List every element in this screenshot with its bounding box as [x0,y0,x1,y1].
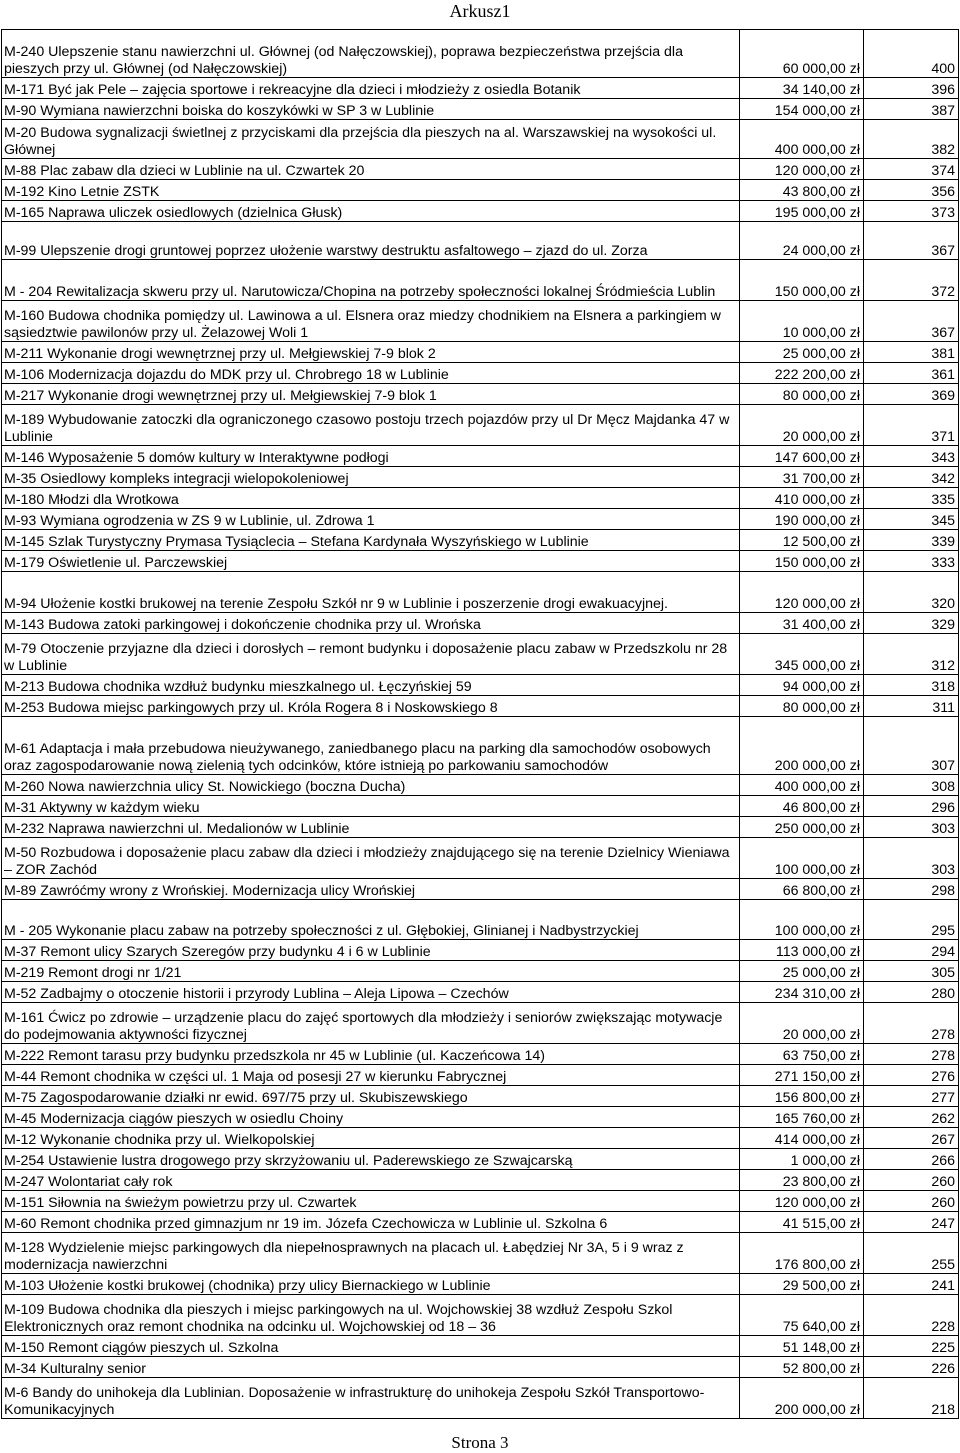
project-votes-cell: 373 [864,201,959,222]
table-row [2,222,959,260]
project-votes-cell: 260 [864,1170,959,1191]
project-votes-cell: 382 [864,120,959,159]
project-name-cell: M-219 Remont drogi nr 1/21 [2,961,740,982]
table-row [2,879,959,900]
project-votes-cell: 371 [864,405,959,446]
project-name-cell: M-44 Remont chodnika w części ul. 1 Maja od posesji 27 w kierunku Fabrycznej [2,1065,740,1086]
project-votes-cell: 367 [864,301,959,342]
table-row [2,551,959,572]
project-amount-cell: 51 148,00 zł [740,1336,864,1357]
table-row [2,613,959,634]
project-votes-cell: 218 [864,1378,959,1419]
table-row [2,717,959,775]
project-votes-cell: 367 [864,222,959,260]
project-amount-cell: 410 000,00 zł [740,488,864,509]
project-amount-cell: 23 800,00 zł [740,1170,864,1191]
project-amount-cell: 147 600,00 zł [740,446,864,467]
project-amount-cell: 80 000,00 zł [740,384,864,405]
project-votes-cell: 267 [864,1128,959,1149]
project-name-cell: M-222 Remont tarasu przy budynku przedszkola nr 45 w Lublinie (ul. Kaczeńcowa 14) [2,1044,740,1065]
project-votes-cell: 374 [864,159,959,180]
project-name-cell: M - 204 Rewitalizacja skweru przy ul. Narutowicza/Chopina na potrzeby społeczności lokalnej Śródmieścia Lublin [2,260,740,301]
project-name-cell: M-171 Być jak Pele – zajęcia sportowe i rekreacyjne dla dzieci i młodzieży z osiedla Botanik [2,78,740,99]
table-row [2,1336,959,1357]
table-row [2,675,959,696]
project-amount-cell: 20 000,00 zł [740,1003,864,1044]
table-row [2,1170,959,1191]
project-votes-cell: 381 [864,342,959,363]
project-name-cell: M-34 Kulturalny senior [2,1357,740,1378]
project-votes-cell: 312 [864,634,959,675]
project-amount-cell: 60 000,00 zł [740,30,864,78]
project-amount-cell: 41 515,00 zł [740,1212,864,1233]
projects-table [1,29,959,1419]
table-row [2,530,959,551]
project-votes-cell: 342 [864,467,959,488]
project-name-cell: M-60 Remont chodnika przed gimnazjum nr 19 im. Józefa Czechowicza w Lublinie ul. Szkolna 6 [2,1212,740,1233]
project-amount-cell: 80 000,00 zł [740,696,864,717]
project-amount-cell: 25 000,00 zł [740,342,864,363]
project-votes-cell: 361 [864,363,959,384]
project-amount-cell: 31 400,00 zł [740,613,864,634]
project-votes-cell: 225 [864,1336,959,1357]
project-amount-cell: 94 000,00 zł [740,675,864,696]
project-amount-cell: 156 800,00 zł [740,1086,864,1107]
project-votes-cell: 228 [864,1295,959,1336]
project-name-cell: M-146 Wyposażenie 5 domów kultury w Interaktywne podłogi [2,446,740,467]
project-votes-cell: 339 [864,530,959,551]
table-row [2,796,959,817]
project-amount-cell: 10 000,00 zł [740,301,864,342]
project-amount-cell: 75 640,00 zł [740,1295,864,1336]
project-name-cell: M-12 Wykonanie chodnika przy ul. Wielkopolskiej [2,1128,740,1149]
project-name-cell: M-37 Remont ulicy Szarych Szeregów przy budynku 4 i 6 w Lublinie [2,940,740,961]
project-votes-cell: 295 [864,900,959,940]
table-row [2,260,959,301]
table-row [2,180,959,201]
project-name-cell: M-79 Otoczenie przyjazne dla dzieci i dorosłych – remont budynku i doposażenie placu zabaw w Przedszkolu nr 28 w Lublinie [2,634,740,675]
project-name-cell: M-128 Wydzielenie miejsc parkingowych dla niepełnosprawnych na placach ul. Łabędziej Nr 3A, 5 i 9 wraz z modernizacja nawierzchni [2,1233,740,1274]
project-amount-cell: 222 200,00 zł [740,363,864,384]
project-amount-cell: 120 000,00 zł [740,1191,864,1212]
table-row [2,1212,959,1233]
project-votes-cell: 329 [864,613,959,634]
project-name-cell: M-260 Nowa nawierzchnia ulicy St. Nowickiego (boczna Ducha) [2,775,740,796]
project-name-cell: M-254 Ustawienie lustra drogowego przy skrzyżowaniu ul. Paderewskiego ze Szwajcarską [2,1149,740,1170]
project-name-cell: M-213 Budowa chodnika wzdłuż budynku mieszkalnego ul. Łęczyńskiej 59 [2,675,740,696]
project-name-cell: M-88 Plac zabaw dla dzieci w Lublinie na ul. Czwartek 20 [2,159,740,180]
table-row [2,301,959,342]
project-amount-cell: 165 760,00 zł [740,1107,864,1128]
table-row [2,1191,959,1212]
project-amount-cell: 200 000,00 zł [740,1378,864,1419]
table-row [2,940,959,961]
project-name-cell: M-192 Kino Letnie ZSTK [2,180,740,201]
project-amount-cell: 271 150,00 zł [740,1065,864,1086]
table-row [2,488,959,509]
project-amount-cell: 150 000,00 zł [740,551,864,572]
project-votes-cell: 356 [864,180,959,201]
project-name-cell: M-61 Adaptacja i mała przebudowa nieużywanego, zaniedbanego placu na parking dla samochodów osobowych oraz zagospodarowanie nową zielenią tych odcinków, które istnieją po parkowaniu samochodów [2,717,740,775]
project-votes-cell: 296 [864,796,959,817]
project-votes-cell: 303 [864,838,959,879]
project-votes-cell: 303 [864,817,959,838]
table-row [2,961,959,982]
project-votes-cell: 247 [864,1212,959,1233]
project-amount-cell: 46 800,00 zł [740,796,864,817]
project-votes-cell: 277 [864,1086,959,1107]
project-amount-cell: 100 000,00 zł [740,838,864,879]
table-row [2,1233,959,1274]
table-row [2,201,959,222]
project-amount-cell: 150 000,00 zł [740,260,864,301]
project-name-cell: M-93 Wymiana ogrodzenia w ZS 9 w Lublinie, ul. Zdrowa 1 [2,509,740,530]
table-row [2,342,959,363]
table-row [2,572,959,613]
project-votes-cell: 305 [864,961,959,982]
table-row [2,509,959,530]
table-row [2,99,959,120]
project-name-cell: M-106 Modernizacja dojazdu do MDK przy ul. Chrobrego 18 w Lublinie [2,363,740,384]
project-name-cell: M-189 Wybudowanie zatoczki dla ograniczonego czasowo postoju trzech pojazdów przy ul Dr Męcz Majdanka 47 w Lublinie [2,405,740,446]
table-row [2,900,959,940]
table-row [2,1149,959,1170]
project-name-cell: M-179 Oświetlenie ul. Parczewskiej [2,551,740,572]
project-amount-cell: 400 000,00 zł [740,120,864,159]
project-votes-cell: 278 [864,1044,959,1065]
project-amount-cell: 63 750,00 zł [740,1044,864,1065]
project-name-cell: M-94 Ułożenie kostki brukowej na terenie Zespołu Szkół nr 9 w Lublinie i poszerzenie drogi ewakuacyjnej. [2,572,740,613]
project-amount-cell: 31 700,00 zł [740,467,864,488]
project-amount-cell: 176 800,00 zł [740,1233,864,1274]
project-name-cell: M-35 Osiedlowy kompleks integracji wielopokoleniowej [2,467,740,488]
table-row [2,982,959,1003]
project-votes-cell: 311 [864,696,959,717]
project-amount-cell: 29 500,00 zł [740,1274,864,1295]
project-name-cell: M-109 Budowa chodnika dla pieszych i miejsc parkingowych na ul. Wojchowskiej 38 wzdłuż Zespołu Szkol Elektronicznych oraz remont chodnika na odcinku ul. Wojchowskiej od 18 – 36 [2,1295,740,1336]
project-name-cell: M-50 Rozbudowa i doposażenie placu zabaw dla dzieci i młodzieży znajdującego się na terenie Dzielnicy Wieniawa – ZOR Zachód [2,838,740,879]
project-name-cell: M-217 Wykonanie drogi wewnętrznej przy ul. Mełgiewskiej 7-9 blok 1 [2,384,740,405]
table-row [2,775,959,796]
project-votes-cell: 333 [864,551,959,572]
project-name-cell: M-89 Zawróćmy wrony z Wrońskiej. Modernizacja ulicy Wrońskiej [2,879,740,900]
project-votes-cell: 255 [864,1233,959,1274]
project-votes-cell: 226 [864,1357,959,1378]
project-votes-cell: 369 [864,384,959,405]
project-votes-cell: 241 [864,1274,959,1295]
project-name-cell: M-165 Naprawa uliczek osiedlowych (dzielnica Głusk) [2,201,740,222]
project-votes-cell: 396 [864,78,959,99]
table-row [2,405,959,446]
project-amount-cell: 414 000,00 zł [740,1128,864,1149]
project-votes-cell: 278 [864,1003,959,1044]
project-name-cell: M-161 Ćwicz po zdrowie – urządzenie placu do zajęć sportowych dla młodzieży i seniorów zwiększając motywacje do podejmowania aktywności fizycznej [2,1003,740,1044]
project-name-cell: M-52 Zadbajmy o otoczenie historii i przyrody Lublina – Aleja Lipowa – Czechów [2,982,740,1003]
project-name-cell: M-143 Budowa zatoki parkingowej i dokończenie chodnika przy ul. Wrońska [2,613,740,634]
project-name-cell: M-180 Młodzi dla Wrotkowa [2,488,740,509]
table-row [2,384,959,405]
table-row [2,838,959,879]
project-name-cell: M - 205 Wykonanie placu zabaw na potrzeby społeczności z ul. Głębokiej, Glinianej i Nadbystrzyckiej [2,900,740,940]
project-amount-cell: 113 000,00 zł [740,940,864,961]
table-row [2,78,959,99]
project-votes-cell: 298 [864,879,959,900]
table-row [2,634,959,675]
project-amount-cell: 20 000,00 zł [740,405,864,446]
project-votes-cell: 266 [864,1149,959,1170]
project-name-cell: M-232 Naprawa nawierzchni ul. Medalionów w Lublinie [2,817,740,838]
project-name-cell: M-75 Zagospodarowanie działki nr ewid. 697/75 przy ul. Skubiszewskiego [2,1086,740,1107]
project-amount-cell: 52 800,00 zł [740,1357,864,1378]
project-name-cell: M-247 Wolontariat cały rok [2,1170,740,1191]
project-votes-cell: 280 [864,982,959,1003]
project-votes-cell: 260 [864,1191,959,1212]
project-amount-cell: 120 000,00 zł [740,159,864,180]
project-name-cell: M-6 Bandy do unihokeja dla Lublinian. Doposażenie w infrastrukturę do unihokeja Zespołu Szkół Transportowo-Komunikacyjnych [2,1378,740,1419]
project-name-cell: M-145 Szlak Turystyczny Prymasa Tysiąclecia – Stefana Kardynała Wyszyńskiego w Lublinie [2,530,740,551]
project-name-cell: M-45 Modernizacja ciągów pieszych w osiedlu Choiny [2,1107,740,1128]
project-amount-cell: 154 000,00 zł [740,99,864,120]
project-name-cell: M-90 Wymiana nawierzchni boiska do koszykówki w SP 3 w Lublinie [2,99,740,120]
table-row [2,120,959,159]
project-name-cell: M-31 Aktywny w każdym wieku [2,796,740,817]
project-votes-cell: 262 [864,1107,959,1128]
project-name-cell: M-160 Budowa chodnika pomiędzy ul. Lawinowa a ul. Elsnera oraz miedzy chodnikiem na Elsnera a parkingiem w sąsiedztwie pawilonów przy ul. Żelazowej Woli 1 [2,301,740,342]
project-votes-cell: 345 [864,509,959,530]
project-votes-cell: 318 [864,675,959,696]
project-amount-cell: 190 000,00 zł [740,509,864,530]
table-row [2,1357,959,1378]
project-name-cell: M-99 Ulepszenie drogi gruntowej poprzez ułożenie warstwy destruktu asfaltowego – zjazd do ul. Zorza [2,222,740,260]
table-row [2,1295,959,1336]
project-amount-cell: 25 000,00 zł [740,961,864,982]
project-amount-cell: 250 000,00 zł [740,817,864,838]
table-row [2,159,959,180]
table-row [2,1044,959,1065]
table-row [2,696,959,717]
project-amount-cell: 234 310,00 zł [740,982,864,1003]
table-row [2,467,959,488]
table-row [2,1086,959,1107]
project-name-cell: M-150 Remont ciągów pieszych ul. Szkolna [2,1336,740,1357]
sheet-title: Arkusz1 [449,1,511,21]
table-row [2,1378,959,1419]
project-name-cell: M-151 Siłownia na świeżym powietrzu przy ul. Czwartek [2,1191,740,1212]
project-votes-cell: 276 [864,1065,959,1086]
project-amount-cell: 1 000,00 zł [740,1149,864,1170]
table-row [2,1128,959,1149]
project-amount-cell: 12 500,00 zł [740,530,864,551]
project-votes-cell: 335 [864,488,959,509]
project-name-cell: M-253 Budowa miejsc parkingowych przy ul. Króla Rogera 8 i Noskowskiego 8 [2,696,740,717]
project-amount-cell: 66 800,00 zł [740,879,864,900]
project-votes-cell: 307 [864,717,959,775]
project-amount-cell: 345 000,00 zł [740,634,864,675]
project-votes-cell: 387 [864,99,959,120]
project-name-cell: M-20 Budowa sygnalizacji świetlnej z przyciskami dla przejścia dla pieszych na al. Warszawskiej na wysokości ul. Głównej [2,120,740,159]
projects-table-body [2,30,959,1419]
project-amount-cell: 400 000,00 zł [740,775,864,796]
project-amount-cell: 120 000,00 zł [740,572,864,613]
project-votes-cell: 372 [864,260,959,301]
project-name-cell: M-240 Ulepszenie stanu nawierzchni ul. Głównej (od Nałęczowskiej), poprawa bezpieczeństwa przejścia dla pieszych przy ul. Głównej (od Nałęczowskiej) [2,30,740,78]
table-row [2,1107,959,1128]
table-row [2,1274,959,1295]
project-votes-cell: 343 [864,446,959,467]
project-amount-cell: 195 000,00 zł [740,201,864,222]
project-name-cell: M-103 Ułożenie kostki brukowej (chodnika) przy ulicy Biernackiego w Lublinie [2,1274,740,1295]
project-votes-cell: 400 [864,30,959,78]
project-amount-cell: 200 000,00 zł [740,717,864,775]
project-amount-cell: 43 800,00 zł [740,180,864,201]
table-row [2,30,959,78]
project-votes-cell: 320 [864,572,959,613]
project-votes-cell: 294 [864,940,959,961]
table-row [2,1065,959,1086]
table-row [2,363,959,384]
page-number: Strona 3 [451,1433,509,1452]
table-row [2,1003,959,1044]
project-name-cell: M-211 Wykonanie drogi wewnętrznej przy ul. Mełgiewskiej 7-9 blok 2 [2,342,740,363]
project-amount-cell: 100 000,00 zł [740,900,864,940]
table-row [2,446,959,467]
project-amount-cell: 34 140,00 zł [740,78,864,99]
table-row [2,817,959,838]
project-votes-cell: 308 [864,775,959,796]
project-amount-cell: 24 000,00 zł [740,222,864,260]
